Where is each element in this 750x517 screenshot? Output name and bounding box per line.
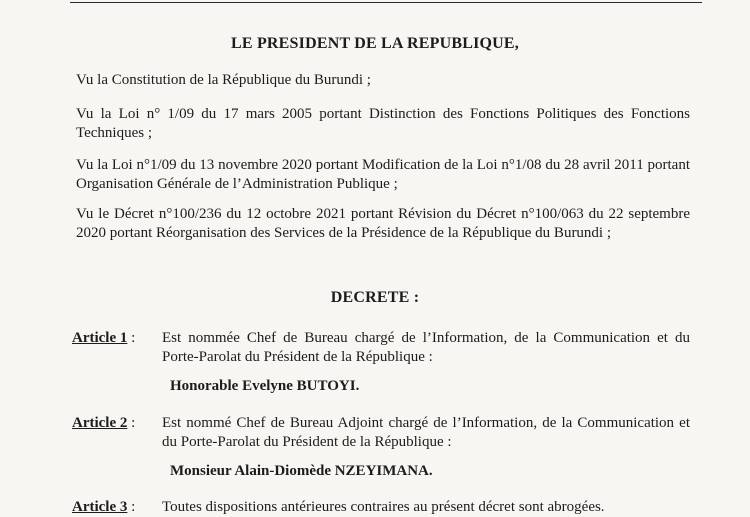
article-2-nominee: Monsieur Alain-Diomède NZEYIMANA. (170, 463, 433, 479)
decrete-heading: DECRETE : (330, 289, 420, 306)
article-3-label (72, 498, 135, 517)
consideration-loi-2005: Vu la Loi n° 1/09 du 17 mars 2005 portant Distinction des Fonctions Politiques des Fonctions Techniques ; (76, 106, 690, 141)
article-1-separator: : (127, 330, 136, 346)
consideration-loi-2020: Vu la Loi n°1/09 du 13 novembre 2020 portant Modification de la Loi n°1/08 du 28 avril 2011 portant Organisation Générale de l’Administration Publique ; (76, 157, 690, 192)
article-2-title: Article 2 (72, 415, 128, 431)
consideration-decret-2021: Vu le Décret n°100/236 du 12 octobre 2021 portant Révision du Décret n°100/063 du 22 septembre 2020 portant Réorganisation des Services de la Présidence de la République du Burundi ; (76, 206, 690, 241)
article-1-text: Est nommée Chef de Bureau chargé de l’Information, de la Communication et du Porte-Parolat du Président de la République : (162, 330, 690, 365)
article-3-separator: : (127, 499, 136, 515)
article-3-title: Article 3 (72, 499, 128, 515)
consideration-constitution: Vu la Constitution de la République du Burundi ; (76, 72, 371, 88)
article-2-separator: : (127, 415, 136, 431)
article-2-label (72, 414, 135, 433)
article-1-title: Article 1 (72, 330, 128, 346)
article-2-text: Est nommé Chef de Bureau Adjoint chargé de l’Information, de la Communication et du Porte-Parolat du Président de la République : (162, 415, 690, 450)
article-3-text: Toutes dispositions antérieures contraires au présent décret sont abrogées. (162, 499, 605, 515)
heading: LE PRESIDENT DE LA REPUBLIQUE, (231, 35, 519, 52)
article-1-label (72, 329, 135, 348)
top-rule (70, 2, 702, 3)
article-1-nominee: Honorable Evelyne BUTOYI. (170, 378, 360, 394)
